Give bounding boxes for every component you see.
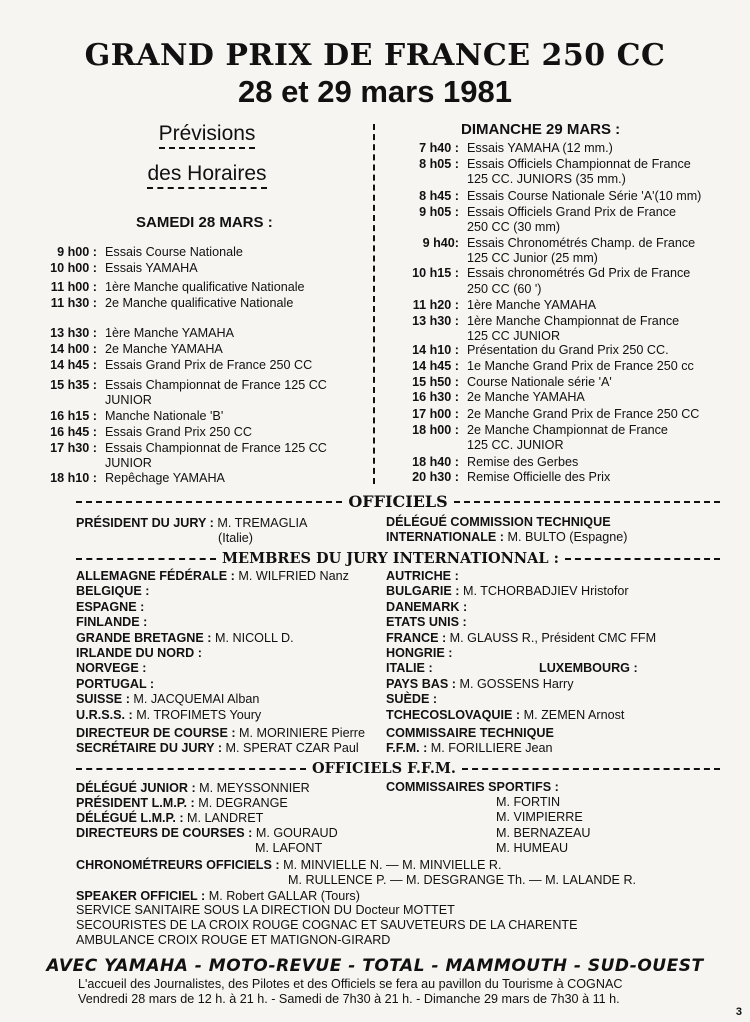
- schedule-row: [0, 261, 198, 276]
- schedule-time: 16 h30 :: [412, 390, 459, 404]
- schedule-row: [380, 251, 598, 266]
- schedule-row: [0, 326, 234, 341]
- accueil-line1: L'accueil des Journalistes, des Pilotes et des Officiels se fera au pavillon du Tourisme à COGNAC: [78, 977, 623, 991]
- schedule-event: 250 CC (60 '): [467, 282, 542, 296]
- schedule-event: Essais YAMAHA: [105, 261, 198, 275]
- schedule-row: [380, 390, 585, 405]
- delegue-commission-line1: [386, 515, 611, 530]
- luxembourg-text: LUXEMBOURG :: [539, 661, 638, 675]
- president-label: PRÉSIDENT DU JURY :: [76, 516, 214, 530]
- schedule-row: [380, 220, 560, 235]
- jury-country: FINLANDE :: [76, 615, 148, 630]
- schedule-row: [380, 423, 668, 438]
- commissaire-label: COMMISSAIRE TECHNIQUE: [386, 726, 554, 740]
- dash-rule: [76, 768, 306, 770]
- delegue-name: M. BULTO (Espagne): [507, 530, 628, 544]
- jury-member: [386, 708, 624, 723]
- jury-country: SUISSE :: [76, 692, 130, 707]
- president-jury: [76, 516, 307, 531]
- schedule-row: [380, 375, 612, 390]
- schedule-time: 9 h00 :: [57, 245, 97, 259]
- schedule-row: [380, 298, 596, 313]
- schedule-row: [0, 280, 305, 295]
- speaker-label: SPEAKER OFFICIEL :: [76, 889, 206, 903]
- jury-country: FRANCE :: [386, 630, 447, 645]
- samedi-heading: SAMEDI 28 MARS :: [136, 214, 273, 231]
- schedule-row: [0, 456, 152, 471]
- president-lmp: [76, 796, 288, 811]
- schedule-time: 8 h45 :: [419, 189, 459, 203]
- president-lmp-name: M. DEGRANGE: [198, 796, 288, 810]
- schedule-event: Essais Grand Prix 250 CC: [105, 425, 252, 439]
- schedule-event: JUNIOR: [105, 456, 152, 470]
- jury-country: BULGARIE :: [386, 584, 460, 599]
- delegue-lmp-label: DÉLÉGUÉ L.M.P. :: [76, 811, 184, 825]
- delegue-lmp: [76, 811, 263, 826]
- schedule-event: 2e Manche Championnat de France: [467, 423, 668, 437]
- jury-member: [386, 661, 433, 676]
- jury-member: [76, 677, 154, 692]
- jury-country: BELGIQUE :: [76, 584, 150, 599]
- directeurs-courses: [76, 826, 338, 841]
- ffm-heading: [76, 760, 720, 777]
- schedule-row: [380, 470, 610, 485]
- jury-title: MEMBRES DU JURY INTERNATIONNAL :: [222, 550, 560, 567]
- schedule-time: [380, 220, 459, 235]
- dash-rule: [565, 558, 720, 560]
- schedule-row: [0, 245, 243, 260]
- jury-member: [76, 569, 349, 584]
- schedule-event: Repêchage YAMAHA: [105, 471, 225, 485]
- delegue-junior-label: DÉLÉGUÉ JUNIOR :: [76, 781, 196, 795]
- schedule-row: [0, 441, 327, 456]
- schedule-event: Remise Officielle des Prix: [467, 470, 611, 484]
- jury-country: ITALIE :: [386, 661, 433, 676]
- chronometreurs: [76, 858, 501, 873]
- commissaires-sportifs: [386, 780, 559, 795]
- jury-member: [386, 646, 452, 661]
- jury-country: IRLANDE DU NORD :: [76, 646, 202, 660]
- directeurs-label: DIRECTEURS DE COURSES :: [76, 826, 253, 840]
- previsions-heading: [107, 122, 307, 146]
- officiels-heading: [76, 492, 720, 511]
- ambulance: AMBULANCE CROIX ROUGE ET MATIGNON-GIRARD: [76, 933, 391, 947]
- jury-country: ETATS UNIS :: [386, 615, 467, 630]
- schedule-time: 14 h00 :: [50, 342, 97, 356]
- schedule-event: 2e Manche YAMAHA: [105, 342, 223, 356]
- schedule-event: 1ère Manche Championnat de France: [467, 314, 680, 328]
- delegue-label2: INTERNATIONALE :: [386, 530, 504, 544]
- jury-member: [386, 631, 656, 646]
- officiels-title: OFFICIELS: [348, 492, 448, 511]
- schedule-time: 17 h30 :: [50, 441, 97, 455]
- commissaires-label: COMMISSAIRES SPORTIFS :: [386, 780, 559, 794]
- jury-country: ALLEMAGNE FÉDÉRALE :: [76, 569, 235, 583]
- jury-member: [76, 631, 294, 646]
- schedule-time: 8 h05 :: [419, 157, 459, 171]
- schedule-row: [0, 425, 252, 440]
- schedule-time: 15 h50 :: [412, 375, 459, 389]
- jury-heading: [76, 550, 720, 567]
- schedule-time: [380, 329, 459, 344]
- jury-member: [76, 692, 259, 707]
- president-lmp-label: PRÉSIDENT L.M.P. :: [76, 796, 195, 810]
- schedule-event: Remise des Gerbes: [467, 455, 579, 469]
- jury-member: [76, 646, 202, 661]
- sponsors-line: AVEC YAMAHA - MOTO-REVUE - TOTAL - MAMMOUTH - SUD-OUEST: [46, 956, 704, 976]
- schedule-event: Essais Grand Prix de France 250 CC: [105, 358, 313, 372]
- directeur-name: M. MORINIERE Pierre: [239, 726, 365, 740]
- schedule-event: Course Nationale série 'A': [467, 375, 612, 389]
- commissaire-name: M. FORTIN: [496, 795, 561, 809]
- jury-name: M. GLAUSS R., Président CMC FFM: [449, 630, 657, 645]
- commissaire-name: M. BERNAZEAU: [496, 825, 591, 840]
- commissaire-name: M. VIMPIERRE: [496, 810, 583, 825]
- schedule-event: Essais Course Nationale Série 'A'(10 mm): [467, 189, 702, 203]
- jury-member: [76, 600, 144, 615]
- schedule-time: 10 h15 :: [412, 266, 459, 280]
- schedule-row: [0, 409, 223, 424]
- jury-member: [386, 692, 437, 707]
- jury-country: HONGRIE :: [386, 646, 453, 660]
- directeurs-name1: M. GOURAUD: [255, 826, 338, 840]
- schedule-time: 13 h30 :: [50, 326, 97, 340]
- jury-name: M. TCHORBADJIEV Hristofor: [462, 584, 629, 599]
- jury-country: AUTRICHE :: [386, 569, 459, 583]
- schedule-event: 125 CC. JUNIOR: [467, 438, 564, 452]
- delegue-commission-line2: [386, 530, 627, 545]
- schedule-time: 11 h30 :: [50, 296, 97, 310]
- schedule-time: [380, 172, 459, 187]
- speaker-name: M. Robert GALLAR (Tours): [208, 889, 360, 903]
- directeur-label: DIRECTEUR DE COURSE :: [76, 726, 236, 740]
- jury-member: [76, 661, 146, 676]
- schedule-row: [380, 205, 676, 220]
- schedule-event: Essais Officiels Championnat de France: [467, 157, 691, 171]
- jury-member: [386, 615, 467, 630]
- schedule-event: Essais YAMAHA (12 mm.): [467, 141, 613, 155]
- ffm-commissaire: [386, 741, 553, 756]
- schedule-event: Présentation du Grand Prix 250 CC.: [467, 343, 669, 357]
- schedule-time: [0, 456, 97, 471]
- schedule-event: 125 CC. JUNIORS (35 mm.): [467, 172, 626, 186]
- service-sanitaire: SERVICE SANITAIRE SOUS LA DIRECTION DU Docteur MOTTET: [76, 903, 455, 917]
- schedule-row: [380, 236, 695, 251]
- schedule-row: [380, 359, 694, 374]
- schedule-row: [380, 141, 613, 156]
- schedule-event: Essais Course Nationale: [105, 245, 243, 259]
- schedule-row: [380, 189, 701, 204]
- speaker-officiel: [76, 889, 360, 904]
- luxembourg-label: [539, 661, 638, 676]
- ffm-label: F.F.M. :: [386, 741, 428, 755]
- schedule-event: 1e Manche Grand Prix de France 250 cc: [467, 359, 694, 373]
- dash-rule: [454, 501, 720, 503]
- schedule-time: [0, 393, 97, 408]
- president-country: (Italie): [218, 531, 253, 545]
- schedule-event: Essais Championnat de France 125 CC: [105, 378, 327, 392]
- dash-rule: [462, 768, 720, 770]
- jury-country: U.R.S.S. :: [76, 707, 133, 722]
- event-dates: 28 et 29 mars 1981: [237, 74, 513, 109]
- schedule-row: [380, 172, 626, 187]
- schedule-row: [0, 378, 327, 393]
- jury-country: SUÈDE :: [386, 692, 438, 707]
- schedule-event: 250 CC (30 mm): [467, 220, 561, 234]
- ffm-title: OFFICIELS F.F.M.: [312, 760, 456, 777]
- schedule-event: 1ère Manche qualificative Nationale: [105, 280, 305, 294]
- chrono-line1: M. MINVIELLE N. — M. MINVIELLE R.: [283, 858, 502, 872]
- schedule-time: 14 h10 :: [412, 343, 459, 357]
- page-title: GRAND PRIX DE FRANCE 250 CC: [84, 38, 666, 73]
- schedule-time: 14 h45 :: [412, 359, 459, 373]
- schedule-row: [380, 282, 542, 297]
- schedule-row: [380, 455, 578, 470]
- secretaire-label: SECRÉTAIRE DU JURY :: [76, 741, 223, 755]
- jury-country: GRANDE BRETAGNE :: [76, 630, 212, 645]
- commissaire-name: M. HUMEAU: [496, 841, 569, 856]
- delegue-lmp-name: M. LANDRET: [187, 811, 264, 825]
- jury-member: [386, 584, 629, 599]
- schedule-event: Essais Championnat de France 125 CC: [105, 441, 327, 455]
- schedule-event: JUNIOR: [105, 393, 152, 407]
- jury-member: [386, 600, 467, 615]
- schedule-row: [0, 296, 293, 311]
- previsions-line1: Prévisions: [159, 122, 256, 149]
- jury-name: M. NICOLL D.: [215, 630, 294, 645]
- schedule-row: [380, 266, 690, 281]
- jury-country: PAYS BAS :: [386, 676, 456, 691]
- jury-country: DANEMARK :: [386, 599, 468, 614]
- jury-country: PORTUGAL :: [76, 676, 155, 691]
- schedule-time: 10 h00 :: [50, 261, 97, 275]
- president-name: M. TREMAGLIA: [217, 516, 308, 530]
- schedule-time: [380, 251, 459, 266]
- jury-member: [76, 615, 147, 630]
- schedule-event: Essais Officiels Grand Prix de France: [467, 205, 677, 219]
- directeurs-name2: M. LAFONT: [255, 841, 323, 855]
- jury-country: ESPAGNE :: [76, 599, 145, 614]
- chrono-label: CHRONOMÉTREURS OFFICIELS :: [76, 858, 280, 872]
- schedule-time: 18 h00 :: [412, 423, 459, 437]
- schedule-event: Essais Chronométrés Champ. de France: [467, 236, 696, 250]
- jury-member: [386, 569, 459, 584]
- dash-rule: [76, 501, 342, 503]
- schedule-event: 2e Manche qualificative Nationale: [105, 296, 294, 310]
- accueil-line2: Vendredi 28 mars de 12 h. à 21 h. - Samedi de 7h30 à 21 h. - Dimanche 29 mars de 7h30 à 11 h.: [78, 992, 620, 1006]
- schedule-row: [380, 343, 669, 358]
- schedule-row: [380, 314, 679, 329]
- schedule-time: 9 h05 :: [419, 205, 459, 219]
- ffm-name: M. FORILLIERE Jean: [430, 741, 553, 755]
- schedule-row: [380, 407, 699, 422]
- schedule-time: [380, 438, 459, 453]
- chrono-line2: M. RULLENCE P. — M. DESGRANGE Th. — M. LALANDE R.: [288, 873, 637, 887]
- schedule-time: 15 h35 :: [50, 378, 97, 392]
- jury-country: TCHECOSLOVAQUIE :: [386, 707, 521, 722]
- schedule-event: 125 CC Junior (25 mm): [467, 251, 598, 265]
- schedule-time: 16 h45 :: [50, 425, 97, 439]
- schedule-row: [380, 438, 564, 453]
- schedule-time: 20 h30 :: [412, 470, 459, 484]
- schedule-time: 18 h10 :: [50, 471, 97, 485]
- schedule-time: 13 h30 :: [412, 314, 459, 328]
- schedule-row: [380, 329, 560, 344]
- schedule-time: 18 h40 :: [412, 455, 459, 469]
- delegue-junior-name: M. MEYSSONNIER: [199, 781, 310, 795]
- previsions-line2: des Horaires: [147, 162, 266, 189]
- jury-name: M. WILFRIED Nanz: [238, 569, 349, 583]
- page-number: 3: [735, 1006, 742, 1018]
- jury-country: NORVEGE :: [76, 661, 147, 676]
- schedule-time: 9 h40:: [422, 236, 459, 250]
- jury-member: [76, 584, 149, 599]
- jury-name: M. JACQUEMAI Alban: [133, 692, 260, 707]
- secretaire-jury: [76, 741, 359, 756]
- directeur-course: [76, 726, 365, 741]
- delegue-junior: [76, 781, 310, 796]
- dash-rule: [76, 558, 216, 560]
- schedule-row: [0, 393, 152, 408]
- jury-name: M. TROFIMETS Youry: [136, 707, 262, 722]
- schedule-time: 16 h15 :: [50, 409, 97, 423]
- schedule-event: Essais chronométrés Gd Prix de France: [467, 266, 691, 280]
- schedule-time: 7 h40 :: [419, 141, 459, 155]
- schedule-time: 11 h20 :: [412, 298, 459, 312]
- delegue-label1: DÉLÉGUÉ COMMISSION TECHNIQUE: [386, 515, 611, 529]
- jury-name: M. GOSSENS Harry: [459, 676, 574, 691]
- schedule-event: Manche Nationale 'B': [105, 409, 224, 423]
- schedule-time: 17 h00 :: [412, 407, 459, 421]
- schedule-row: [0, 471, 225, 486]
- horaires-heading: [107, 162, 307, 186]
- schedule-event: 1ère Manche YAMAHA: [105, 326, 235, 340]
- schedule-row: [0, 342, 223, 357]
- secouristes: SECOURISTES DE LA CROIX ROUGE COGNAC ET SAUVETEURS DE LA CHARENTE: [76, 918, 578, 932]
- schedule-time: 11 h00 :: [50, 280, 97, 294]
- schedule-row: [380, 157, 691, 172]
- schedule-event: 2e Manche YAMAHA: [467, 390, 585, 404]
- jury-name: M. ZEMEN Arnost: [523, 707, 625, 722]
- schedule-row: [0, 358, 312, 373]
- schedule-time: [380, 282, 459, 297]
- commissaire-technique: [386, 726, 554, 741]
- schedule-time: 14 h45 :: [50, 358, 97, 372]
- schedule-event: 2e Manche Grand Prix de France 250 CC: [467, 407, 700, 421]
- column-divider: [373, 124, 375, 484]
- schedule-event: 1ère Manche YAMAHA: [467, 298, 597, 312]
- jury-member: [386, 677, 574, 692]
- schedule-event: 125 CC JUNIOR: [467, 329, 561, 343]
- jury-member: [76, 708, 261, 723]
- dimanche-heading: DIMANCHE 29 MARS :: [461, 121, 621, 138]
- secretaire-name: M. SPERAT CZAR Paul: [225, 741, 359, 755]
